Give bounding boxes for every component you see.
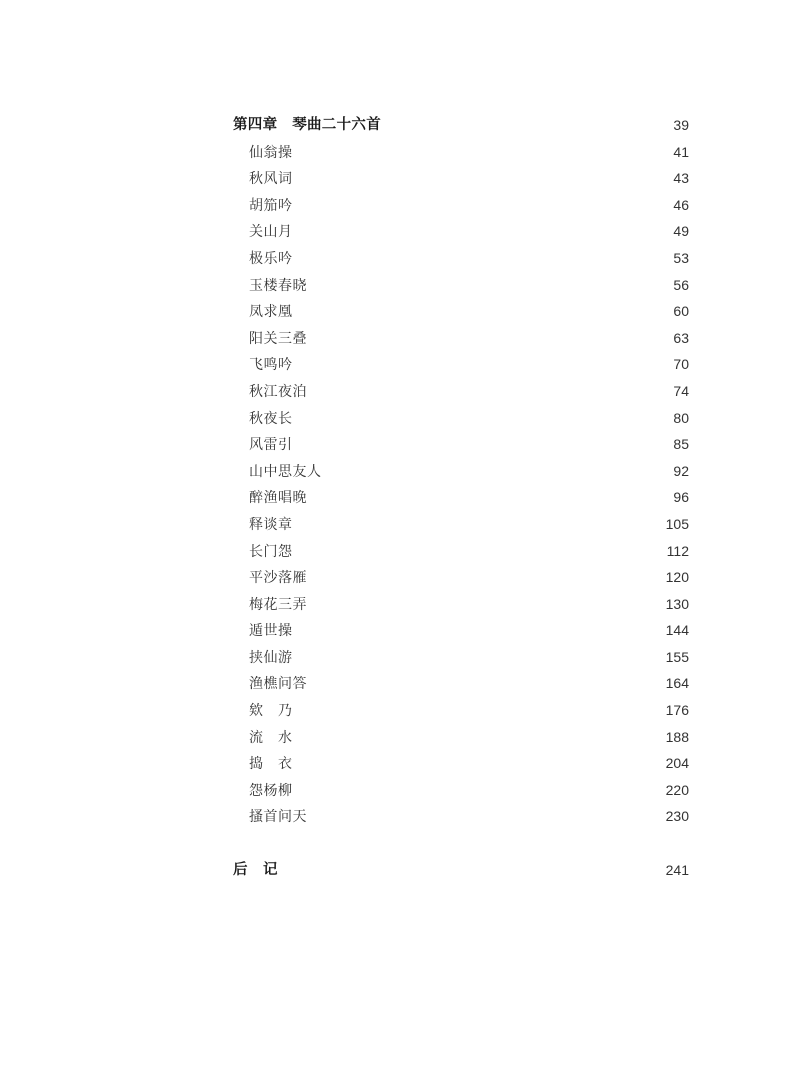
toc-entry — [233, 591, 689, 618]
entry-page-number: 204 — [665, 755, 689, 772]
entry-page-number: 70 — [673, 356, 689, 373]
entry-page-number: 74 — [673, 382, 689, 399]
entry-title: 关山月 — [249, 223, 293, 240]
toc-entry — [233, 724, 689, 751]
entry-page-number: 80 — [673, 409, 689, 426]
entry-title: 捣 衣 — [249, 755, 293, 772]
entry-page-number: 105 — [665, 515, 689, 532]
entry-page-number: 53 — [673, 249, 689, 266]
entry-page-number: 85 — [673, 436, 689, 453]
toc-entry — [233, 484, 689, 511]
toc-entry — [233, 378, 689, 405]
entry-title: 飞鸣吟 — [249, 356, 293, 373]
entry-title: 遁世操 — [249, 622, 293, 639]
entry-page-number: 230 — [665, 808, 689, 825]
entry-page-number: 41 — [673, 143, 689, 160]
entry-title: 秋风词 — [249, 170, 293, 187]
table-of-contents — [233, 112, 689, 883]
toc-entry — [233, 777, 689, 804]
entry-title: 胡笳吟 — [249, 196, 293, 213]
entry-page-number: 144 — [665, 622, 689, 639]
entry-page-number: 60 — [673, 303, 689, 320]
entry-page-number: 49 — [673, 223, 689, 240]
toc-entry — [233, 351, 689, 378]
entry-title: 搔首问天 — [249, 808, 307, 825]
entry-title: 秋江夜泊 — [249, 382, 307, 399]
entry-title: 极乐吟 — [249, 249, 293, 266]
toc-entry — [233, 298, 689, 325]
toc-entry — [233, 192, 689, 219]
entry-page-number: 155 — [665, 648, 689, 665]
entry-title: 阳关三叠 — [249, 329, 307, 346]
toc-entry — [233, 405, 689, 432]
toc-entry — [233, 617, 689, 644]
entry-page-number: 176 — [665, 702, 689, 719]
entry-title: 欸 乃 — [249, 702, 293, 719]
toc-entry — [233, 458, 689, 485]
entry-title: 流 水 — [249, 728, 293, 745]
toc-entry — [233, 670, 689, 697]
entry-title: 风雷引 — [249, 436, 293, 453]
entry-page-number: 46 — [673, 196, 689, 213]
toc-entry — [233, 139, 689, 166]
entry-page-number: 188 — [665, 728, 689, 745]
entry-page-number: 43 — [673, 170, 689, 187]
chapter-page-number: 39 — [673, 117, 689, 133]
toc-entry — [233, 511, 689, 538]
entry-page-number: 92 — [673, 462, 689, 479]
afterword-heading — [233, 857, 689, 884]
entry-page-number: 96 — [673, 489, 689, 506]
entry-page-number: 56 — [673, 276, 689, 293]
entry-page-number: 63 — [673, 329, 689, 346]
entry-page-number: 164 — [665, 675, 689, 692]
chapter-heading — [233, 112, 689, 139]
toc-entry — [233, 165, 689, 192]
entry-title: 平沙落雁 — [249, 569, 307, 586]
entry-title: 释谈章 — [249, 515, 293, 532]
entry-title: 梅花三弄 — [249, 595, 307, 612]
entry-title: 挟仙游 — [249, 648, 293, 665]
entry-title: 玉楼春晓 — [249, 276, 307, 293]
entry-page-number: 112 — [666, 542, 689, 559]
entry-title: 秋夜长 — [249, 409, 293, 426]
entry-title: 怨杨柳 — [249, 781, 293, 798]
entry-page-number: 130 — [665, 595, 689, 612]
afterword-page-number: 241 — [665, 861, 689, 878]
entry-page-number: 120 — [665, 569, 689, 586]
entry-title: 凤求凰 — [249, 303, 293, 320]
toc-entry — [233, 431, 689, 458]
entry-title: 仙翁操 — [249, 143, 293, 160]
entry-title: 醉渔唱晚 — [249, 489, 307, 506]
toc-entry — [233, 644, 689, 671]
entry-title: 山中思友人 — [249, 462, 322, 479]
toc-entry — [233, 538, 689, 565]
toc-entry — [233, 245, 689, 272]
entry-page-number: 220 — [665, 781, 689, 798]
afterword-title: 后 记 — [233, 860, 278, 878]
chapter-title: 第四章 琴曲二十六首 — [233, 116, 381, 133]
toc-entry — [233, 564, 689, 591]
toc-entry — [233, 272, 689, 299]
entry-title: 长门怨 — [249, 542, 293, 559]
toc-entry — [233, 803, 689, 830]
toc-entry — [233, 697, 689, 724]
toc-entry — [233, 750, 689, 777]
toc-entry — [233, 325, 689, 352]
toc-entry — [233, 218, 689, 245]
entry-title: 渔樵问答 — [249, 675, 307, 692]
